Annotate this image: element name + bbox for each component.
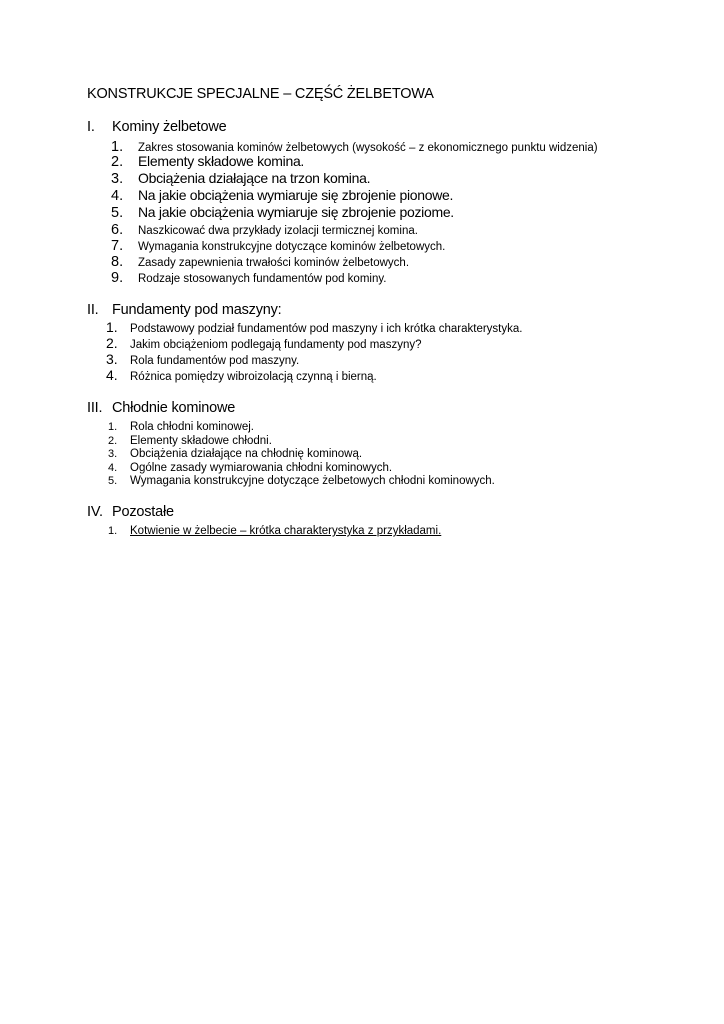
list-item: [106, 367, 377, 385]
section-numeral: III.: [87, 400, 103, 416]
item-text: Wymagania konstrukcyjne dotyczące kominów żelbetowych.: [138, 241, 446, 253]
section-title: Chłodnie kominowe: [112, 400, 236, 416]
item-text: Na jakie obciążenia wymiaruje się zbrojenie poziome.: [138, 204, 454, 220]
item-number: 1.: [106, 319, 118, 335]
item-text: Ogólne zasady wymiarowania chłodni kominowych.: [130, 462, 393, 474]
section-title: Pozostałe: [112, 504, 174, 520]
item-text: Naszkicować dwa przykłady izolacji termicznej komina.: [138, 225, 418, 237]
item-text: Na jakie obciążenia wymiaruje się zbrojenie pionowe.: [138, 187, 454, 203]
section-numeral: I.: [87, 119, 95, 135]
list-item: [111, 204, 454, 222]
item-text: Elementy składowe chłodni.: [130, 435, 272, 447]
item-text: Zakres stosowania kominów żelbetowych (wysokość – z ekonomicznego punktu widzenia): [138, 142, 598, 154]
item-text: Rola fundamentów pod maszyny.: [130, 355, 300, 367]
item-text: Podstawowy podział fundamentów pod maszyny i ich krótka charakterystyka.: [130, 323, 523, 335]
item-number: 1.: [111, 139, 124, 155]
section-title: Fundamenty pod maszyny:: [112, 302, 282, 318]
item-number: 2.: [108, 435, 118, 447]
item-text: Elementy składowe komina.: [138, 153, 305, 169]
list-item: [111, 170, 370, 188]
item-number: 4.: [106, 367, 118, 383]
item-text: Kotwienie w żelbecie – krótka charakterystyka z przykładami.: [130, 525, 442, 537]
list-item: [111, 153, 304, 171]
item-text: Zasady zapewnienia trwałości kominów żelbetowych.: [138, 257, 410, 269]
section-heading: [87, 302, 282, 318]
document-title: KONSTRUKCJE SPECJALNE – CZĘŚĆ ŻELBETOWA: [87, 86, 434, 102]
item-number: 2.: [111, 154, 124, 170]
item-number: 5.: [111, 205, 124, 221]
item-text: Rodzaje stosowanych fundamentów pod kominy.: [138, 273, 387, 285]
section-title: Kominy żelbetowe: [112, 119, 227, 135]
item-number: 5.: [108, 475, 118, 487]
section-numeral: IV.: [87, 504, 103, 520]
section-heading: [87, 400, 235, 416]
item-number: 1.: [108, 525, 118, 537]
item-number: 3.: [108, 448, 118, 460]
list-item: [108, 471, 495, 489]
section-numeral: II.: [87, 302, 99, 318]
section-heading: [87, 119, 226, 135]
item-text: Wymagania konstrukcyjne dotyczące żelbetowych chłodni kominowych.: [130, 475, 495, 487]
section-heading: [87, 504, 174, 520]
item-text: Obciążenia działające na chłodnię kominową.: [130, 448, 363, 460]
list-item: [111, 187, 453, 205]
item-number: 4.: [108, 462, 118, 474]
list-item: [108, 521, 441, 539]
item-text: Różnica pomiędzy wibroizolacją czynną i bierną.: [130, 371, 377, 383]
item-number: 7.: [111, 238, 124, 254]
item-text: Rola chłodni kominowej.: [130, 421, 255, 433]
list-item: [111, 269, 386, 287]
item-text: Jakim obciążeniom podlegają fundamenty pod maszyny?: [130, 339, 422, 351]
item-number: 2.: [106, 335, 118, 351]
item-number: 9.: [111, 270, 124, 286]
item-number: 1.: [108, 421, 118, 433]
item-number: 3.: [111, 171, 124, 187]
item-number: 4.: [111, 188, 124, 204]
item-number: 3.: [106, 351, 118, 367]
item-number: 6.: [111, 222, 124, 238]
item-number: 8.: [111, 254, 124, 270]
item-text: Obciążenia działające na trzon komina.: [138, 170, 371, 186]
